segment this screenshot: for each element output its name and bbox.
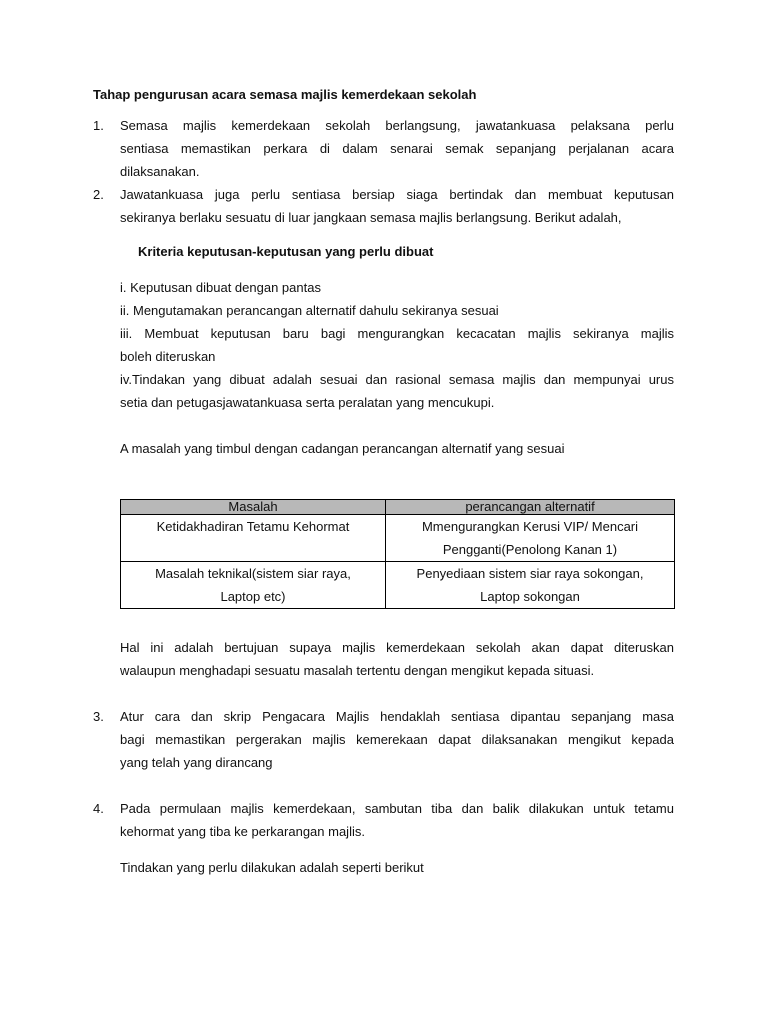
item-3-line-3: yang telah yang dirancang bbox=[120, 755, 273, 770]
column-header-perancangan: perancangan alternatif bbox=[386, 500, 675, 515]
table-row bbox=[121, 515, 675, 562]
criteria-line-4: boleh diteruskan bbox=[120, 349, 216, 364]
table-cell: Mmengurangkan Kerusi VIP/ Mencari Pengganti(Penolong Kanan 1) bbox=[386, 515, 675, 562]
list-number: 1. bbox=[93, 118, 104, 133]
table-row bbox=[121, 562, 675, 609]
criteria-line-2: ii. Mengutamakan perancangan alternatif dahulu sekiranya sesuai bbox=[120, 303, 499, 318]
criteria-line-3: iii. Membuat keputusan baru bagi mengurangkan kecacatan majlis sekiranya majlis bbox=[120, 326, 674, 341]
criteria-heading: Kriteria keputusan-keputusan yang perlu dibuat bbox=[138, 244, 434, 259]
criteria-line-1: i. Keputusan dibuat dengan pantas bbox=[120, 280, 321, 295]
column-header-masalah: Masalah bbox=[121, 500, 386, 515]
criteria-line-5: iv.Tindakan yang dibuat adalah sesuai dan rasional semasa majlis dan mempunyai urus bbox=[120, 372, 674, 387]
list-item-4 bbox=[93, 797, 674, 843]
item-4-line-1: Pada permulaan majlis kemerdekaan, sambutan tiba dan balik dilakukan untuk tetamu bbox=[120, 801, 674, 816]
item-2-line-2: sekiranya berlaku sesuatu di luar jangkaan semasa majlis berlangsung. Berikut adalah, bbox=[120, 210, 622, 225]
table-cell: Penyediaan sistem siar raya sokongan, Laptop sokongan bbox=[386, 562, 675, 609]
table-cell: Ketidakhadiran Tetamu Kehormat bbox=[121, 515, 386, 562]
list-number: 3. bbox=[93, 709, 104, 724]
conclusion-line-2: walaupun menghadapi sesuatu masalah tertentu dengan mengikut kepada situasi. bbox=[120, 663, 595, 678]
list-number: 2. bbox=[93, 187, 104, 202]
conclusion-paragraph bbox=[120, 636, 674, 682]
item-2-line-1: Jawatankuasa juga perlu sentiasa bersiap siaga bertindak dan membuat keputusan bbox=[120, 187, 674, 202]
conclusion-line-1: Hal ini adalah bertujuan supaya majlis kemerdekaan sekolah akan dapat diteruskan bbox=[120, 640, 674, 655]
table-cell: Masalah teknikal(sistem siar raya, Laptop etc) bbox=[121, 562, 386, 609]
item-3-line-1: Atur cara dan skrip Pengacara Majlis hendaklah sentiasa dipantau sepanjang masa bbox=[120, 709, 674, 724]
item-1-line-2: sentiasa memastikan perkara di dalam senarai semak sepanjang perjalanan acara bbox=[120, 141, 674, 156]
criteria-line-6: setia dan petugasjawatankuasa serta peralatan yang mencukupi. bbox=[120, 395, 495, 410]
document-title: Tahap pengurusan acara semasa majlis kemerdekaan sekolah bbox=[93, 87, 477, 102]
criteria-list bbox=[120, 276, 674, 414]
item-1-line-1: Semasa majlis kemerdekaan sekolah berlangsung, jawatankuasa pelaksana perlu bbox=[120, 118, 674, 133]
item-4-line-2: kehormat yang tiba ke perkarangan majlis. bbox=[120, 824, 365, 839]
list-number: 4. bbox=[93, 801, 104, 816]
table-intro: A masalah yang timbul dengan cadangan perancangan alternatif yang sesuai bbox=[120, 441, 565, 456]
problem-alternative-table bbox=[120, 499, 675, 609]
closing-sentence: Tindakan yang perlu dilakukan adalah seperti berikut bbox=[120, 860, 424, 875]
list-item-1 bbox=[93, 114, 674, 183]
list-item-2 bbox=[93, 183, 674, 229]
list-item-3 bbox=[93, 705, 674, 774]
item-1-line-3: dilaksanakan. bbox=[120, 164, 200, 179]
item-3-line-2: bagi memastikan pergerakan majlis kemerekaan dapat dilaksanakan mengikut kepada bbox=[120, 732, 674, 747]
table-header-row bbox=[121, 500, 675, 515]
